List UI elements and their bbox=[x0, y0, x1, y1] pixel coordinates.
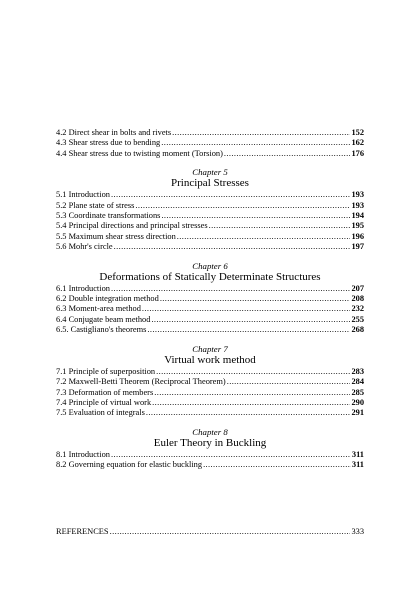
chapter-8-section bbox=[56, 427, 364, 471]
chapter-number: Chapter 8 bbox=[192, 426, 228, 437]
toc-entry-page: 291 bbox=[351, 408, 364, 418]
dot-leader bbox=[151, 315, 350, 325]
toc-entry[interactable] bbox=[56, 284, 364, 294]
toc-entry-label: 5.5 Maximum shear stress direction bbox=[56, 231, 176, 241]
toc-entry[interactable] bbox=[56, 325, 364, 335]
toc-entry-label: 8.2 Governing equation for elastic buckling bbox=[56, 460, 203, 470]
toc-entry-label: 5.3 Coordinate transformations bbox=[56, 211, 161, 221]
toc-entry-page: 152 bbox=[351, 128, 364, 137]
toc-entry-label: 7.3 Deformation of members bbox=[56, 387, 154, 397]
toc-entry[interactable] bbox=[56, 190, 364, 200]
dot-leader bbox=[177, 232, 351, 242]
toc-entry-page: 196 bbox=[351, 231, 364, 241]
toc-entry-label: 7.2 Maxwell-Betti Theorem (Reciprocal Theorem) bbox=[56, 377, 226, 387]
references-label: REFERENCES bbox=[56, 527, 109, 536]
chapter-title: Deformations of Statically Determinate Structures bbox=[99, 270, 321, 283]
toc-entry-label: 7.1 Principle of superposition bbox=[56, 366, 156, 376]
chapter-5-section bbox=[56, 167, 364, 252]
dot-leader bbox=[224, 149, 351, 159]
toc-entry-page: 290 bbox=[351, 397, 364, 407]
toc-entry[interactable] bbox=[56, 367, 364, 377]
chapter-title: Virtual work method bbox=[164, 353, 256, 366]
toc-entry-label: 5.1 Introduction bbox=[56, 190, 110, 200]
toc-entry[interactable] bbox=[56, 128, 364, 138]
toc-entry-page: 232 bbox=[351, 304, 364, 314]
dot-leader bbox=[152, 398, 350, 408]
dot-leader bbox=[146, 408, 351, 418]
toc-entry-label: 6.5. Castigliano's theorems bbox=[56, 325, 147, 335]
toc-entry[interactable] bbox=[56, 315, 364, 325]
dot-leader bbox=[209, 221, 351, 231]
toc-entry[interactable] bbox=[56, 460, 364, 470]
toc-entry-page: 268 bbox=[351, 325, 364, 335]
toc-entry-label: 5.2 Plane state of stress bbox=[56, 200, 135, 210]
toc-entry-label: 4.4 Shear stress due to twisting moment (Torsion) bbox=[56, 148, 223, 158]
toc-entry-label: 6.3 Moment-area method bbox=[56, 304, 141, 314]
toc-entry-page: 162 bbox=[351, 138, 364, 148]
chapter-6-section bbox=[56, 261, 364, 336]
dot-leader bbox=[161, 211, 350, 221]
toc-entry-page: 197 bbox=[351, 242, 364, 252]
toc-entry[interactable] bbox=[56, 242, 364, 252]
dot-leader bbox=[172, 128, 350, 138]
toc-entry-label: 5.4 Principal directions and principal stresses bbox=[56, 221, 208, 231]
chapter-number: Chapter 5 bbox=[192, 167, 228, 178]
toc-entry-label: 8.1 Introduction bbox=[56, 449, 110, 459]
dot-leader bbox=[227, 377, 351, 387]
toc-entry[interactable] bbox=[56, 221, 364, 231]
toc-entry-page: 285 bbox=[351, 387, 364, 397]
toc-entry[interactable] bbox=[56, 232, 364, 242]
toc-entry-page: 208 bbox=[351, 294, 364, 304]
toc-entry[interactable] bbox=[56, 377, 364, 387]
toc-entry[interactable] bbox=[56, 211, 364, 221]
toc-entry[interactable] bbox=[56, 201, 364, 211]
toc-entry[interactable] bbox=[56, 450, 364, 460]
table-of-contents bbox=[56, 128, 364, 471]
dot-leader bbox=[114, 242, 351, 252]
top-entries bbox=[56, 128, 364, 159]
dot-leader bbox=[160, 294, 351, 304]
toc-entry-label: 7.4 Principle of virtual work bbox=[56, 397, 152, 407]
dot-leader bbox=[111, 450, 351, 460]
toc-entry-label: 5.6 Mohr's circle bbox=[56, 242, 113, 252]
toc-entry-page: 284 bbox=[351, 377, 364, 387]
dot-leader bbox=[156, 367, 350, 377]
toc-entry-page: 283 bbox=[351, 366, 364, 376]
chapter-title: Euler Theory in Buckling bbox=[153, 436, 267, 449]
toc-entry-label: 4.2 Direct shear in bolts and rivets bbox=[56, 128, 172, 137]
dot-leader bbox=[135, 201, 350, 211]
toc-entry-label: 6.2 Double integration method bbox=[56, 294, 159, 304]
toc-entry-label: 4.3 Shear stress due to bending bbox=[56, 138, 161, 148]
dot-leader bbox=[147, 325, 350, 335]
references-page: 333 bbox=[351, 527, 364, 536]
dot-leader bbox=[110, 527, 351, 537]
toc-entry-page: 311 bbox=[351, 449, 364, 459]
references-entry[interactable] bbox=[56, 527, 364, 537]
toc-entry-page: 193 bbox=[351, 200, 364, 210]
toc-entry-label: 7.5 Evaluation of integrals bbox=[56, 408, 145, 418]
toc-entry-page: 195 bbox=[351, 221, 364, 231]
toc-entry[interactable] bbox=[56, 294, 364, 304]
toc-entry-page: 255 bbox=[351, 314, 364, 324]
chapter-number: Chapter 6 bbox=[192, 260, 228, 271]
toc-entry-page: 311 bbox=[351, 460, 364, 470]
toc-entry[interactable] bbox=[56, 138, 364, 148]
chapter-7-section bbox=[56, 344, 364, 419]
toc-entry[interactable] bbox=[56, 398, 364, 408]
dot-leader bbox=[161, 138, 350, 148]
toc-entry[interactable] bbox=[56, 408, 364, 418]
dot-leader bbox=[111, 190, 350, 200]
toc-entry-page: 176 bbox=[351, 148, 364, 158]
toc-entry-label: 6.1 Introduction bbox=[56, 283, 110, 293]
toc-entry[interactable] bbox=[56, 304, 364, 314]
toc-entry[interactable] bbox=[56, 388, 364, 398]
dot-leader bbox=[142, 304, 351, 314]
toc-entry[interactable] bbox=[56, 149, 364, 159]
chapter-number: Chapter 7 bbox=[192, 343, 228, 354]
dot-leader bbox=[111, 284, 350, 294]
toc-entry-page: 194 bbox=[351, 211, 364, 221]
dot-leader bbox=[154, 388, 350, 398]
toc-entry-label: 6.4 Conjugate beam method bbox=[56, 314, 151, 324]
references-section bbox=[56, 527, 364, 537]
toc-entry-page: 193 bbox=[351, 190, 364, 200]
chapter-title: Principal Stresses bbox=[171, 177, 249, 190]
toc-entry-page: 207 bbox=[351, 283, 364, 293]
dot-leader bbox=[203, 460, 351, 470]
